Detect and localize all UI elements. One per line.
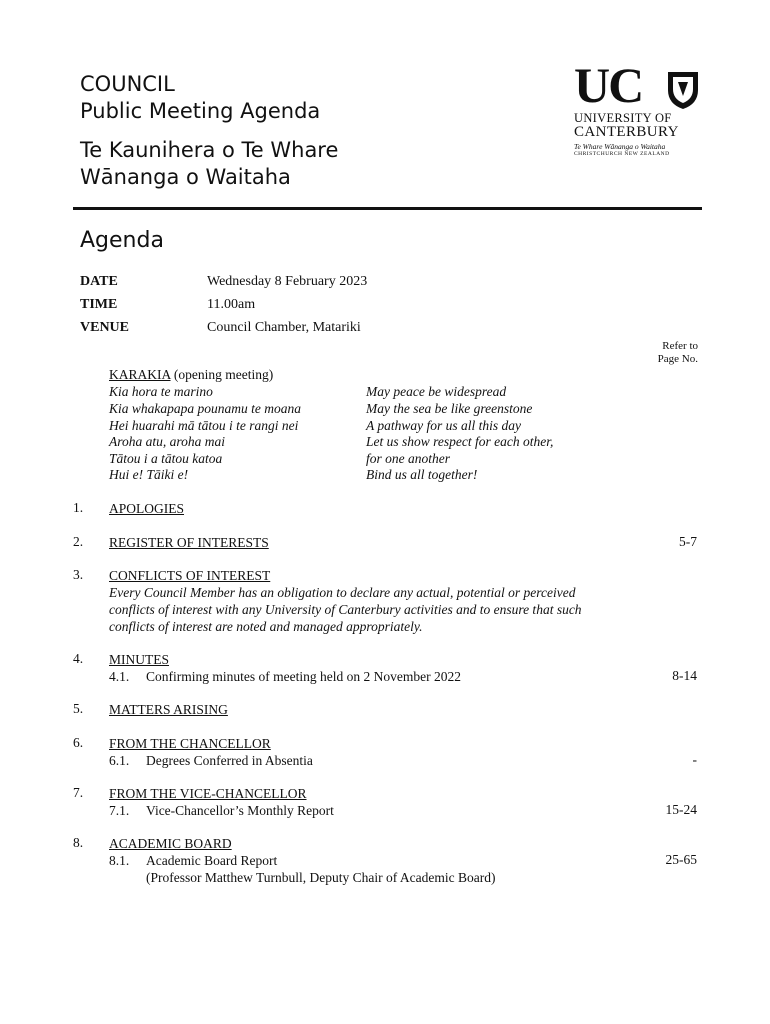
refer-to-page-header — [658, 340, 698, 366]
item-title-academic-board: ACADEMIC BOARD — [109, 836, 232, 851]
karakia-english-line: May the sea be like greenstone — [366, 401, 533, 416]
subitem-confirming-minutes: Confirming minutes of meeting held on 2 November 2022 — [146, 669, 461, 684]
subitem-number: 7.1. — [109, 803, 130, 818]
subitem-number: 4.1. — [109, 669, 130, 684]
karakia-maori-line: Hui e! Tāiki e! — [109, 467, 189, 482]
subitem-number: 8.1. — [109, 853, 130, 868]
subitem-presenter: (Professor Matthew Turnbull, Deputy Chair of Academic Board) — [146, 870, 496, 885]
item-number: 6. — [73, 735, 84, 750]
crest-icon — [666, 70, 700, 110]
item-page-ref: 5-7 — [679, 534, 697, 549]
header-divider — [73, 207, 702, 210]
logo-line1: UNIVERSITY OF — [574, 111, 672, 125]
item-number: 7. — [73, 785, 84, 800]
refer-line1: Refer to — [662, 340, 698, 352]
time-value: 11.00am — [207, 297, 256, 312]
title-maori-line2: Wānanga o Waitaha — [80, 165, 291, 189]
title-maori-line1: Te Kaunihera o Te Whare — [80, 138, 339, 162]
agenda-heading: Agenda — [80, 228, 164, 253]
title-council: COUNCIL — [80, 72, 175, 96]
karakia-maori-line: Tātou i a tātou katoa — [109, 451, 223, 466]
item-number: 8. — [73, 835, 84, 850]
subitem-vc-monthly-report: Vice-Chancellor’s Monthly Report — [146, 803, 334, 818]
item-title-register-of-interests: REGISTER OF INTERESTS — [109, 535, 269, 550]
karakia-english-line: for one another — [366, 451, 450, 466]
karakia-english-line: A pathway for us all this day — [366, 418, 522, 433]
karakia-english-line: Bind us all together! — [366, 467, 478, 482]
conflicts-note-line: conflicts of interest with any University of Canterbury activities and to ensure that such — [109, 602, 582, 617]
karakia-english-line: May peace be widespread — [366, 384, 507, 399]
item-number: 4. — [73, 651, 84, 666]
karakia-title: KARAKIA — [109, 367, 171, 382]
item-title-apologies: APOLOGIES — [109, 501, 185, 516]
karakia-heading — [109, 366, 273, 383]
subitem-academic-board-report: Academic Board Report — [146, 853, 278, 868]
date-label: DATE — [80, 274, 118, 289]
date-value: Wednesday 8 February 2023 — [207, 274, 368, 289]
karakia-maori-line: Kia hora te marino — [109, 384, 213, 399]
item-page-ref: 15-24 — [665, 802, 697, 817]
karakia-subtitle: (opening meeting) — [170, 367, 274, 382]
logo-initials: UC — [574, 57, 643, 113]
karakia-english-line: Let us show respect for each other, — [366, 434, 554, 449]
logo-line3: Te Whare Wānanga o Waitaha — [574, 142, 666, 151]
logo-line4: CHRISTCHURCH NEW ZEALAND — [574, 151, 670, 157]
item-number: 2. — [73, 534, 84, 549]
karakia-maori-line: Hei huarahi mā tātou i te rangi nei — [109, 418, 299, 433]
karakia-maori-line: Aroha atu, aroha mai — [109, 434, 226, 449]
venue-value: Council Chamber, Matariki — [207, 320, 361, 335]
karakia-maori-line: Kia whakapapa pounamu te moana — [109, 401, 301, 416]
item-number: 5. — [73, 701, 84, 716]
item-title-from-the-chancellor: FROM THE CHANCELLOR — [109, 736, 271, 751]
item-page-ref: 8-14 — [672, 668, 697, 683]
item-title-conflicts-of-interest: CONFLICTS OF INTEREST — [109, 568, 271, 583]
logo-line2: CANTERBURY — [574, 124, 679, 140]
venue-label: VENUE — [80, 320, 130, 335]
title-public-meeting-agenda: Public Meeting Agenda — [80, 99, 321, 123]
item-number: 3. — [73, 567, 84, 582]
university-logo — [574, 57, 702, 160]
conflicts-note-line: conflicts of interest are noted and managed appropriately. — [109, 619, 423, 634]
item-title-from-the-vice-chancellor: FROM THE VICE-CHANCELLOR — [109, 786, 307, 801]
item-page-ref: - — [692, 752, 697, 767]
item-number: 1. — [73, 500, 84, 515]
refer-line2: Page No. — [657, 353, 698, 365]
conflicts-note-line: Every Council Member has an obligation to declare any actual, potential or perceived — [109, 585, 576, 600]
subitem-number: 6.1. — [109, 753, 130, 768]
item-title-minutes: MINUTES — [109, 652, 169, 667]
time-label: TIME — [80, 297, 118, 312]
item-title-matters-arising: MATTERS ARISING — [109, 702, 228, 717]
item-page-ref: 25-65 — [665, 852, 697, 867]
subitem-degrees-conferred: Degrees Conferred in Absentia — [146, 753, 313, 768]
